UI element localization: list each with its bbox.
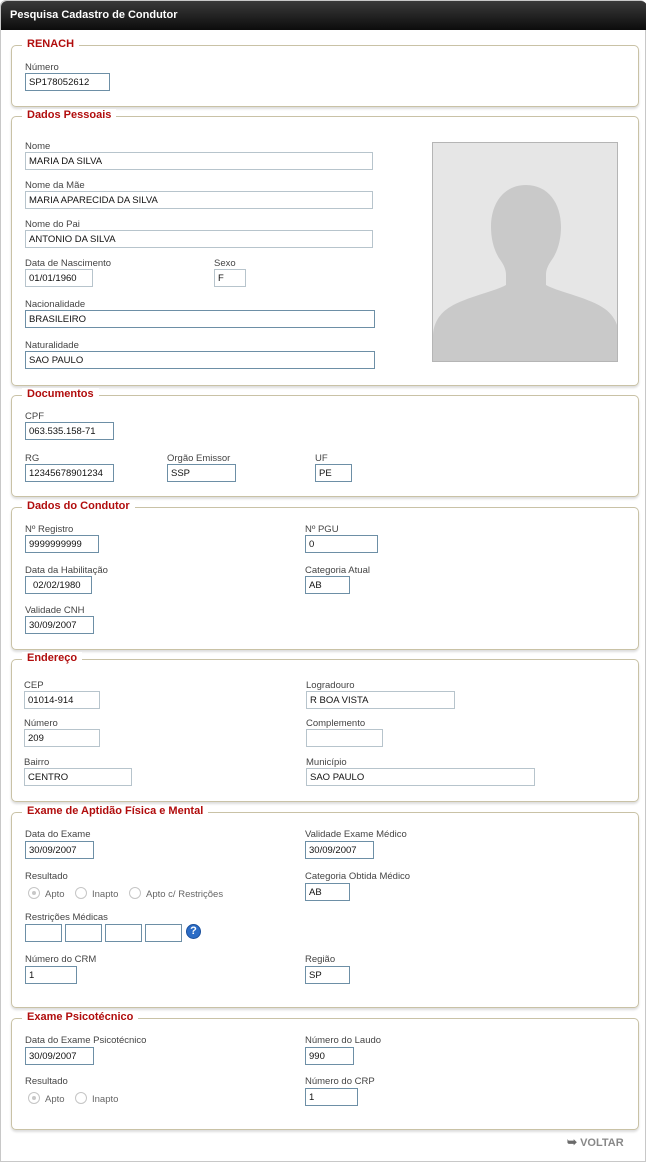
logradouro-label: Logradouro bbox=[306, 680, 355, 691]
validade-cnh-field[interactable]: 30/09/2007 bbox=[25, 616, 94, 634]
data-exame-psico-field[interactable]: 30/09/2007 bbox=[25, 1047, 94, 1065]
numero-crp-label: Número do CRP bbox=[305, 1076, 375, 1087]
legend-exame-psicotecnico: Exame Psicotécnico bbox=[22, 1011, 138, 1023]
cep-label: CEP bbox=[24, 680, 44, 691]
restricao-field-2[interactable] bbox=[65, 924, 102, 942]
legend-endereco: Endereço bbox=[22, 652, 82, 664]
photo-placeholder-avatar bbox=[432, 142, 618, 362]
legend-documentos: Documentos bbox=[22, 388, 99, 400]
nacionalidade-label: Nacionalidade bbox=[25, 299, 86, 310]
window-title: Pesquisa Cadastro de Condutor bbox=[1, 1, 646, 30]
fieldset-exame-psicotecnico bbox=[11, 1011, 639, 1130]
nome-mae-field[interactable]: MARIA APARECIDA DA SILVA bbox=[25, 191, 373, 209]
data-exame-psico-label: Data do Exame Psicotécnico bbox=[25, 1035, 147, 1046]
nome-pai-label: Nome do Pai bbox=[25, 219, 80, 230]
complemento-field[interactable] bbox=[306, 729, 383, 747]
rg-field[interactable]: 12345678901234 bbox=[25, 464, 114, 482]
validade-exame-field[interactable]: 30/09/2007 bbox=[305, 841, 374, 859]
nome-mae-label: Nome da Mãe bbox=[25, 180, 85, 191]
cep-field[interactable]: 01014-914 bbox=[24, 691, 100, 709]
categoria-atual-field[interactable]: AB bbox=[305, 576, 350, 594]
back-arrow-icon: ➥ bbox=[567, 1135, 578, 1149]
legend-exame-fisico: Exame de Aptidão Física e Mental bbox=[22, 805, 208, 817]
restricao-field-4[interactable] bbox=[145, 924, 182, 942]
fieldset-documentos bbox=[11, 388, 639, 497]
categoria-obtida-label: Categoria Obtida Médico bbox=[305, 871, 411, 882]
apto-restricoes-radio[interactable] bbox=[129, 887, 141, 899]
nome-field[interactable]: MARIA DA SILVA bbox=[25, 152, 373, 170]
resultado-label: Resultado bbox=[25, 871, 68, 882]
inapto-radio[interactable] bbox=[75, 887, 87, 899]
sexo-label: Sexo bbox=[214, 258, 236, 269]
fieldset-exame-fisico bbox=[11, 805, 639, 1008]
fieldset-dados-condutor bbox=[11, 500, 639, 650]
data-exame-label: Data do Exame bbox=[25, 829, 91, 840]
bairro-field[interactable]: CENTRO bbox=[24, 768, 132, 786]
restricoes-medicas-label: Restrições Médicas bbox=[25, 912, 108, 923]
fieldset-endereco bbox=[11, 652, 639, 802]
inapto-psico-radio[interactable] bbox=[75, 1092, 87, 1104]
help-icon[interactable]: ? bbox=[186, 924, 201, 939]
endereco-numero-label: Número bbox=[24, 718, 58, 729]
voltar-button[interactable] bbox=[567, 1135, 624, 1149]
pgu-label: Nº PGU bbox=[305, 524, 339, 535]
data-habilitacao-label: Data da Habilitação bbox=[25, 565, 108, 576]
crm-field[interactable]: 1 bbox=[25, 966, 77, 984]
cpf-label: CPF bbox=[25, 411, 44, 422]
restricao-field-1[interactable] bbox=[25, 924, 62, 942]
numero-laudo-field[interactable]: 990 bbox=[305, 1047, 354, 1065]
sexo-field[interactable]: F bbox=[214, 269, 246, 287]
nome-pai-field[interactable]: ANTONIO DA SILVA bbox=[25, 230, 373, 248]
legend-dados-condutor: Dados do Condutor bbox=[22, 500, 135, 512]
municipio-label: Município bbox=[306, 757, 347, 768]
nome-label: Nome bbox=[25, 141, 51, 152]
validade-cnh-label: Validade CNH bbox=[25, 605, 85, 616]
regiao-label: Região bbox=[305, 954, 336, 965]
numero-laudo-label: Número do Laudo bbox=[305, 1035, 382, 1046]
nacionalidade-field[interactable]: BRASILEIRO bbox=[25, 310, 375, 328]
person-silhouette-icon bbox=[433, 143, 618, 362]
categoria-atual-label: Categoria Atual bbox=[305, 565, 370, 576]
validade-exame-label: Validade Exame Médico bbox=[305, 829, 407, 840]
logradouro-field[interactable]: R BOA VISTA bbox=[306, 691, 455, 709]
resultado-psico-label: Resultado bbox=[25, 1076, 68, 1087]
data-exame-field[interactable]: 30/09/2007 bbox=[25, 841, 94, 859]
cpf-field[interactable]: 063.535.158-71 bbox=[25, 422, 114, 440]
legend-dados-pessoais: Dados Pessoais bbox=[22, 109, 116, 121]
pgu-field[interactable]: 0 bbox=[305, 535, 378, 553]
naturalidade-field[interactable]: SAO PAULO bbox=[25, 351, 375, 369]
complemento-label: Complemento bbox=[306, 718, 366, 729]
numero-crp-field[interactable]: 1 bbox=[305, 1088, 358, 1106]
data-nascimento-label: Data de Nascimento bbox=[25, 258, 112, 269]
renach-numero-field[interactable]: SP178052612 bbox=[25, 73, 110, 91]
apto-psico-radio-label: Apto bbox=[45, 1094, 65, 1105]
inapto-radio-label: Inapto bbox=[92, 889, 119, 900]
uf-label: UF bbox=[315, 453, 328, 464]
apto-radio[interactable] bbox=[28, 887, 40, 899]
data-nascimento-field[interactable]: 01/01/1960 bbox=[25, 269, 93, 287]
renach-numero-label: Número bbox=[25, 62, 59, 73]
registro-label: Nº Registro bbox=[25, 524, 74, 535]
legend-renach: RENACH bbox=[22, 38, 79, 50]
apto-psico-radio[interactable] bbox=[28, 1092, 40, 1104]
apto-restricoes-radio-label: Apto c/ Restrições bbox=[146, 889, 224, 900]
regiao-field[interactable]: SP bbox=[305, 966, 350, 984]
orgao-emissor-field[interactable]: SSP bbox=[167, 464, 236, 482]
categoria-obtida-field[interactable]: AB bbox=[305, 883, 350, 901]
inapto-psico-radio-label: Inapto bbox=[92, 1094, 119, 1105]
endereco-numero-field[interactable]: 209 bbox=[24, 729, 100, 747]
municipio-field[interactable]: SAO PAULO bbox=[306, 768, 535, 786]
uf-field[interactable]: PE bbox=[315, 464, 352, 482]
apto-radio-label: Apto bbox=[45, 889, 65, 900]
naturalidade-label: Naturalidade bbox=[25, 340, 79, 351]
restricao-field-3[interactable] bbox=[105, 924, 142, 942]
data-habilitacao-field[interactable]: 02/02/1980 bbox=[25, 576, 92, 594]
crm-label: Número do CRM bbox=[25, 954, 97, 965]
registro-field[interactable]: 9999999999 bbox=[25, 535, 99, 553]
fieldset-renach bbox=[11, 38, 639, 107]
orgao-emissor-label: Orgão Emissor bbox=[167, 453, 231, 464]
fieldset-dados-pessoais bbox=[11, 109, 639, 386]
bairro-label: Bairro bbox=[24, 757, 50, 768]
rg-label: RG bbox=[25, 453, 40, 464]
voltar-label: VOLTAR bbox=[580, 1137, 624, 1149]
